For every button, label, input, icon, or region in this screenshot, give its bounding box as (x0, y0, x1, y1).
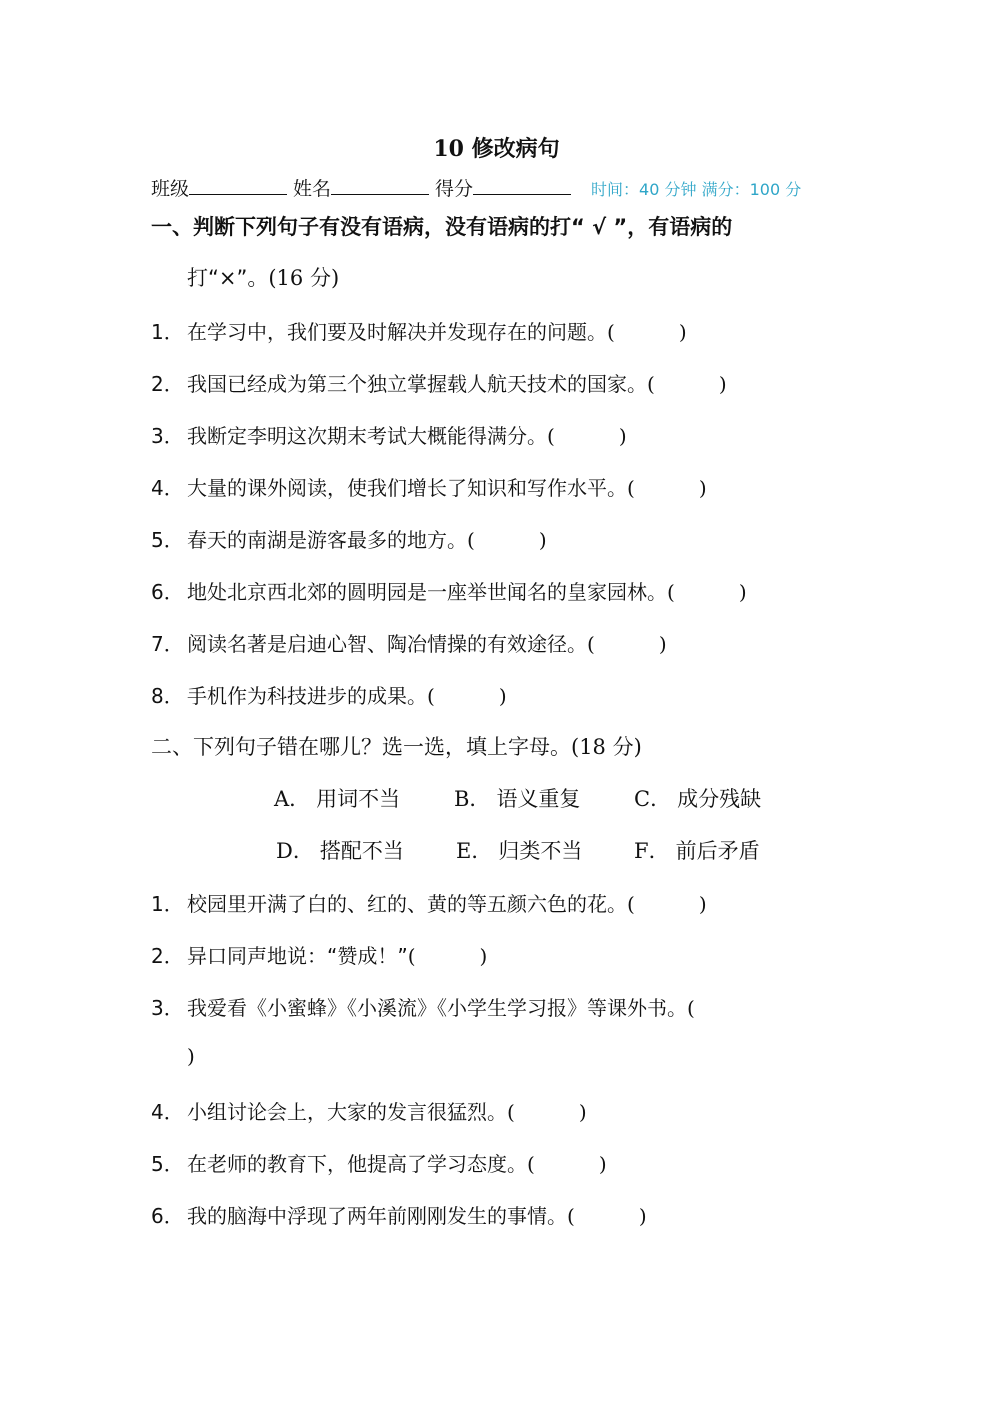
class-blank[interactable] (189, 174, 287, 195)
question-text: 手机作为科技进步的成果。 (187, 684, 427, 708)
question-text: 在老师的教育下，他提高了学习态度。 (187, 1152, 527, 1176)
answer-blank[interactable]: ( ) (627, 476, 707, 500)
page-title: 10 修改病句 (433, 136, 560, 162)
s1-question-2 (151, 368, 727, 397)
s1-question-4 (151, 472, 707, 501)
section1-heading-line2: 打“×”。 (187, 266, 269, 290)
answer-blank[interactable]: ( ) (667, 580, 747, 604)
s1-question-6 (151, 576, 747, 605)
question-text: 在学习中，我们要及时解决并发现存在的问题。 (187, 320, 607, 344)
section1-heading-cont (187, 262, 339, 292)
s1-question-5 (151, 524, 547, 553)
s1-question-8 (151, 680, 507, 709)
section2-points: (18 分) (571, 735, 642, 759)
option-a: A． 用词不当 (274, 787, 401, 811)
option-b: B． 语义重复 (454, 787, 581, 811)
question-text: 我的脑海中浮现了两年前刚刚发生的事情。 (187, 1204, 567, 1228)
score-blank[interactable] (473, 174, 571, 195)
name-label: 姓名 (293, 178, 332, 200)
question-number: 1． (151, 320, 184, 344)
answer-blank[interactable]: ( ) (507, 1100, 587, 1124)
answer-blank[interactable]: ( ) (627, 892, 707, 916)
answer-blank[interactable]: ( ) (547, 424, 627, 448)
s2-question-2 (151, 940, 487, 969)
answer-blank-open[interactable]: ( (687, 996, 695, 1020)
s2-question-3 (151, 992, 695, 1021)
question-text: 我国已经成为第三个独立掌握载人航天技术的国家。 (187, 372, 647, 396)
option-c: C． 成分残缺 (634, 787, 762, 811)
answer-blank-close[interactable]: ) (187, 1044, 195, 1068)
question-text: 异口同声地说：“赞成！” (187, 944, 408, 968)
question-text: 大量的课外阅读，使我们增长了知识和写作水平。 (187, 476, 627, 500)
option-e: E． 归类不当 (456, 839, 583, 863)
name-blank[interactable] (331, 174, 429, 195)
answer-blank[interactable]: ( ) (467, 528, 547, 552)
answer-blank[interactable]: ( ) (647, 372, 727, 396)
answer-blank[interactable]: ( ) (427, 684, 507, 708)
question-text: 我断定李明这次期末考试大概能得满分。 (187, 424, 547, 448)
question-text: 我爱看《小蜜蜂》《小溪流》《小学生学习报》等课外书。 (187, 996, 687, 1020)
question-text: 阅读名著是启迪心智、陶冶情操的有效途径。 (187, 632, 587, 656)
question-number: 6． (151, 1204, 184, 1228)
class-label: 班级 (151, 178, 190, 200)
question-number: 4． (151, 1100, 184, 1124)
s1-question-3 (151, 420, 627, 449)
question-number: 5． (151, 528, 184, 552)
student-info-line (151, 174, 801, 201)
score-label: 得分 (435, 178, 474, 200)
section1-points: (16 分) (268, 266, 340, 290)
answer-blank[interactable]: ( ) (407, 944, 488, 968)
time-info: 时间：40 分钟 满分：100 分 (591, 180, 802, 199)
answer-blank[interactable]: ( ) (587, 632, 667, 656)
s1-question-1 (151, 316, 687, 345)
option-d: D． 搭配不当 (276, 839, 404, 863)
s2-question-1 (151, 888, 707, 917)
question-number: 2． (151, 372, 184, 396)
section2-heading (151, 731, 642, 761)
section2-heading-text: 二、下列句子错在哪儿？选一选，填上字母。 (151, 735, 571, 759)
s2-question-6 (151, 1200, 647, 1229)
question-number: 6． (151, 580, 184, 604)
question-number: 3． (151, 424, 184, 448)
answer-blank[interactable]: ( ) (607, 320, 687, 344)
question-number: 7． (151, 632, 184, 656)
option-f: F． 前后矛盾 (634, 839, 760, 863)
question-number: 8． (151, 684, 184, 708)
s2-question-4 (151, 1096, 587, 1125)
s1-question-7 (151, 628, 667, 657)
question-text: 春天的南湖是游客最多的地方。 (187, 528, 467, 552)
question-number: 2． (151, 944, 184, 968)
question-number: 3． (151, 996, 184, 1020)
section1-heading: 一、判断下列句子有没有语病，没有语病的打“ √ ”，有语病的 (151, 215, 733, 239)
answer-blank[interactable]: ( ) (527, 1152, 607, 1176)
question-number: 1． (151, 892, 184, 916)
question-text: 地处北京西北郊的圆明园是一座举世闻名的皇家园林。 (187, 580, 667, 604)
question-text: 小组讨论会上，大家的发言很猛烈。 (187, 1100, 507, 1124)
answer-blank[interactable]: ( ) (567, 1204, 647, 1228)
question-number: 5． (151, 1152, 184, 1176)
question-text: 校园里开满了白的、红的、黄的等五颜六色的花。 (187, 892, 627, 916)
s2-question-5 (151, 1148, 607, 1177)
question-number: 4． (151, 476, 184, 500)
